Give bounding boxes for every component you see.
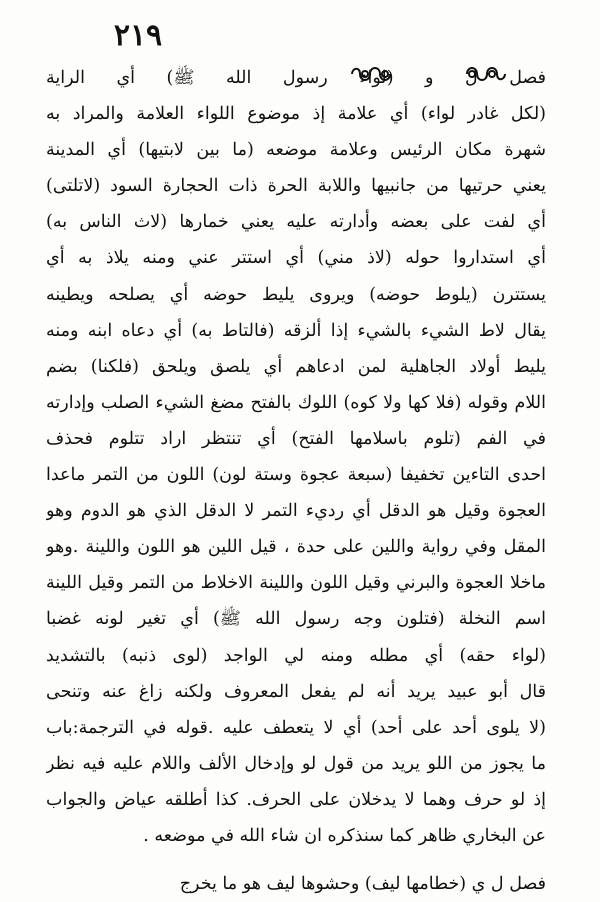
text-line: احدى التاءين تخفيفا (سبعة عجوة وستة لون) اللون من التمر ماعدا [46,465,546,486]
text-line: (لكل غادر لواء) أي علامة إذ موضوع اللواء العلامة والمراد به [46,104,546,125]
text-line: في الفم (تلوم باسلامها الفتح) أي تنتظر اراد تتلوم فحذف [46,428,546,449]
text-line: قال أبو عبيد يريد أنه لم يفعل المعروف ولكنه زاغ عنه وتنحى [46,681,546,702]
text-line: أي استداروا حوله (لاذ مني) أي استتر عني ومنه يلاذ به أي [46,248,546,269]
text-line: يقال لاط الشيء بالشيء إذا ألزقه (فالتاط به) أي دعاه ابنه ومنه [46,320,546,341]
text-line: اللام وقوله (فلا كها ولا كوه) اللوك بالفتح مضغ الشيء الصلب وإدارته [46,392,546,413]
text-line: يستترن (يلوط حوضه) ويروى يليط حوضه أي يصلحه ويطينه [46,284,546,305]
text-line: أي لفت على بعضه وأدارته عليه يعني خمارها (لاث الناس به) [46,212,546,233]
text-line: إذ لو حرف وهما لا يدخلان على الحرف. كذا أطلقه عياض والجواب [46,789,546,810]
section-gap [46,854,546,866]
text-line: عن البخاري ظاهر كما سنذكره ان شاء الله في موضعه . [143,825,546,846]
text-line: (لواء حقه) أي مطله ومنه لي الواجد (لوى ذنبه) بالتشديد [46,645,546,666]
text-line: العجوة وقيل هو الدقل أي رديء التمر لا الدقل الذي هو الدوم وهو [46,501,546,522]
text-line: (لا يلوى أحد على أحد) أي لا يتعطف عليه .قوله في الترجمة:باب [46,717,546,738]
text-line: المقل وفي رواية واللين على حدة ، قيل اللين هو اللون واللينة .وهو [46,537,546,558]
text-line: اسم النخلة (فتلون وجه رسول الله ﷺ) أي تغير لونه غضبا [46,609,546,630]
text-line: ما يجوز من اللو يريد من قول لو وإدخال الألف واللام عليه فيه نظر [46,753,546,774]
text-body [46,60,546,902]
text-line: ماخلا العجوة والبرني وقيل اللون واللينة الاخلاط من التمر وقيل اللينة [46,573,546,594]
text-line: فصل ل و (لواء رسول الله ﷺ) أي الراية [46,68,546,88]
section-heading-line: فصل ل ي (خطامها ليف) وحشوها ليف هو ما يخرج [179,874,546,895]
text-line: شهرة مكان الرئيس وعلامة موضعه (ما بين لابتيها) أي المدينة [46,140,546,161]
text-line: يليط أولاد الجاهلية لمن ادعاهم أي يلصق ويلحق (فلكنا) بضم [46,356,546,377]
page-number: ٢١٩ [113,18,163,53]
text-line: يعني حرتيها من جانبيها واللابة الحرة ذات الحجارة السود (لاتلتى) [46,176,546,197]
